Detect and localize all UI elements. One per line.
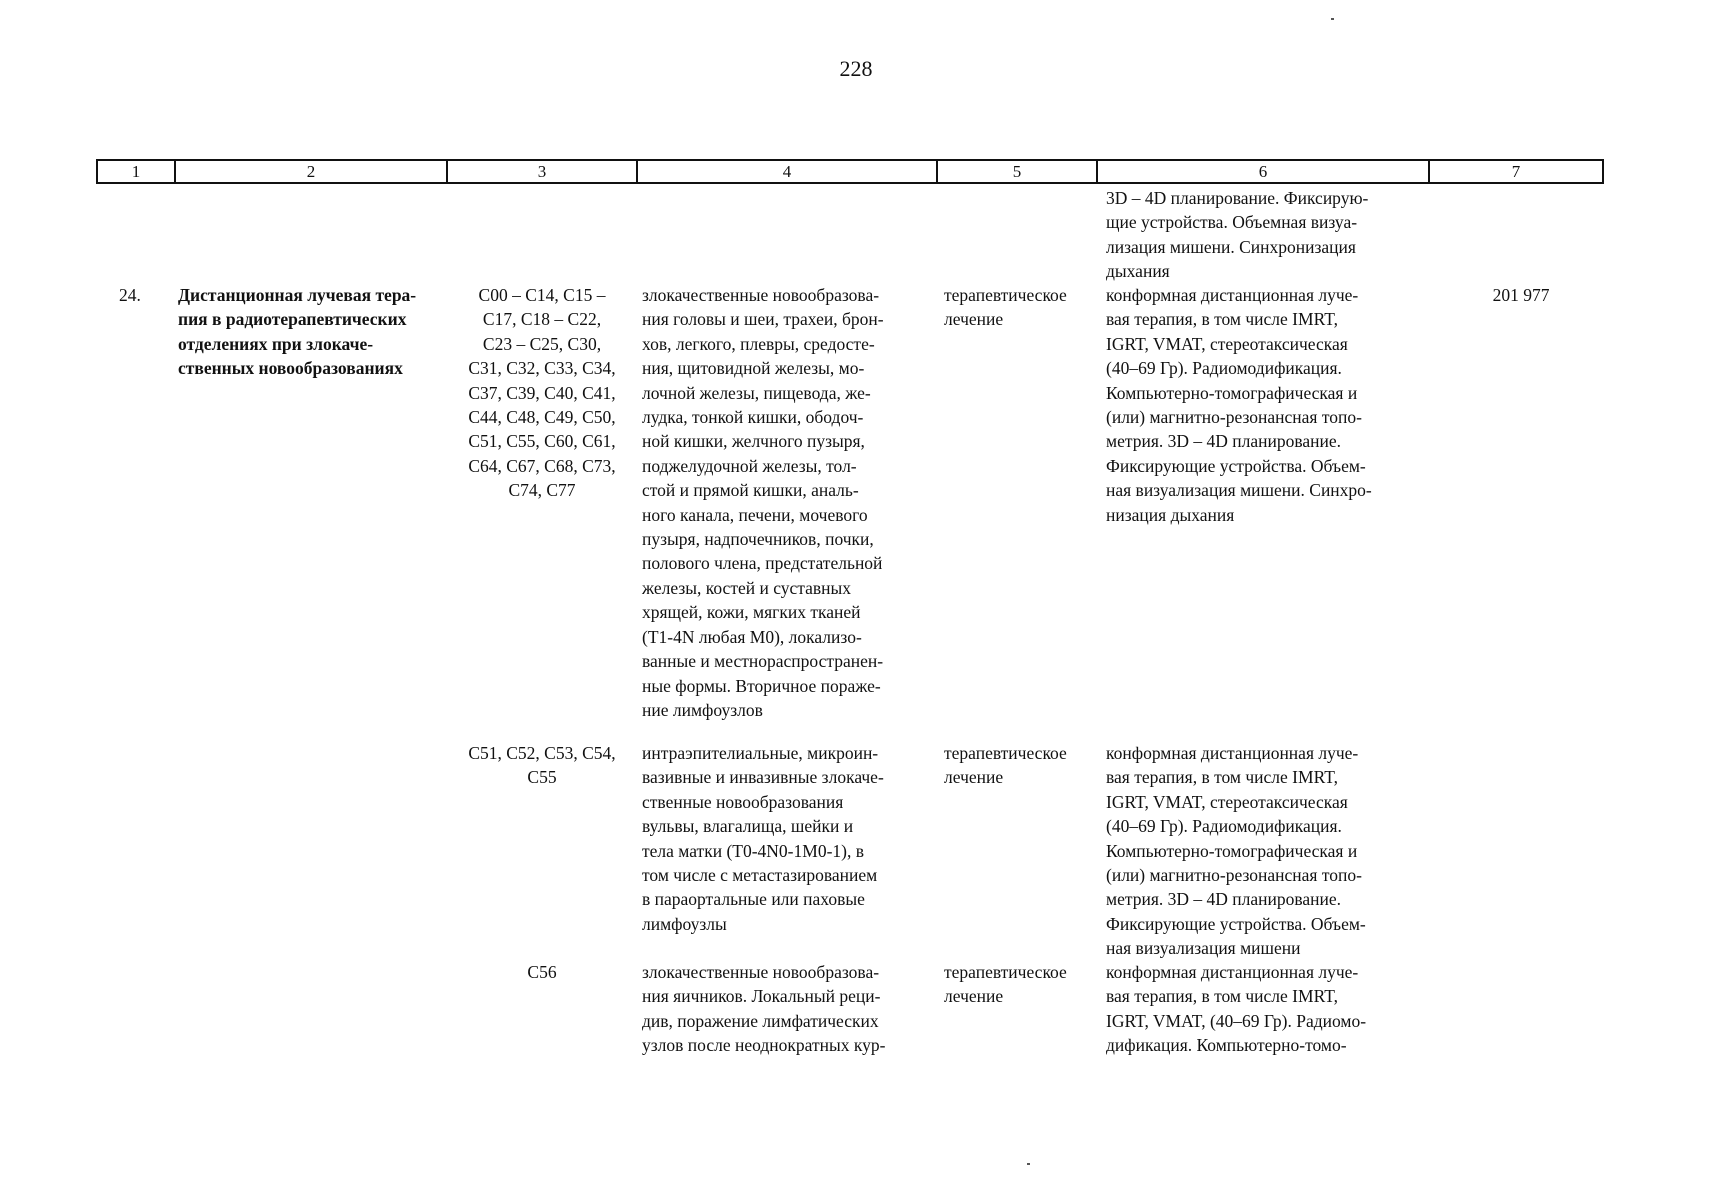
column-header-1: 1 <box>131 162 141 181</box>
icd-codes: С51, С52, С53, С54, С55 <box>468 743 616 788</box>
column-header-4: 4 <box>782 162 792 181</box>
column-header-2: 2 <box>306 162 316 181</box>
column-header-6: 6 <box>1258 162 1268 181</box>
page-number: 228 <box>839 56 873 81</box>
continued-method-text: 3D – 4D планирование. Фиксирую- щие устройства. Объемная визуа- лизация мишени. Синхронизация дыхания <box>1106 188 1369 282</box>
column-header-row <box>96 159 1604 184</box>
icd-codes: С56 <box>527 962 557 982</box>
treatment-type: терапевтическое лечение <box>944 962 1067 1007</box>
treatment-type: терапевтическое лечение <box>944 285 1067 330</box>
treatment-method: конформная дистанционная луче- вая терапия, в том числе IMRT, IGRT, VMAT, стереотаксическая (40–69 Гр). Радиомодификация. Компьютерно-томографическая и (или) магнитно-резонансная топо- метрия. 3D – 4D планирование. Фиксирующие устройства. Объем- ная визуализация мишени. Синхро- низация дыхания <box>1106 285 1372 525</box>
treatment-type: терапевтическое лечение <box>944 743 1067 788</box>
column-header-5: 5 <box>1012 162 1022 181</box>
column-header-3: 3 <box>537 162 547 181</box>
diagnosis-text: интраэпителиальные, микроин- вазивные и инвазивные злокаче- ственные новообразования вульвы, влагалища, шейки и тела матки (T0-4N0-1M0-1), в том числе с метастазированием в параортальные или паховые лимфоузлы <box>642 743 884 934</box>
scan-speck <box>1331 18 1334 20</box>
column-header-7: 7 <box>1511 162 1521 181</box>
icd-codes: С00 – С14, С15 – С17, С18 – С22, С23 – С25, С30, С31, С32, С33, С34, С37, С39, С40, С41, С44, С48, С49, С50, С51, С55, С60, С61, С64, С67, С68, С73, С74, С77 <box>468 285 616 501</box>
treatment-method: конформная дистанционная луче- вая терапия, в том числе IMRT, IGRT, VMAT, стереотаксическая (40–69 Гр). Радиомодификация. Компьютерно-томографическая и (или) магнитно-резонансная топо- метрия. 3D – 4D планирование. Фиксирующие устройства. Объем- ная визуализация мишени <box>1106 743 1366 959</box>
tariff-value: 201 977 <box>1492 285 1550 305</box>
diagnosis-text: злокачественные новообразова- ния яичников. Локальный реци- див, поражение лимфатических узлов после неоднократных кур- <box>642 962 886 1056</box>
scan-speck <box>1027 1163 1030 1165</box>
treatment-method: конформная дистанционная луче- вая терапия, в том числе IMRT, IGRT, VMAT, (40–69 Гр). Радиомо- дификация. Компьютерно-томо- <box>1106 962 1367 1056</box>
care-type-name: Дистанционная лучевая тера- пия в радиотерапевтических отделениях при злокаче- ственных новообразованиях <box>178 285 417 379</box>
row-number: 24. <box>119 285 141 305</box>
diagnosis-text: злокачественные новообразова- ния головы и шеи, трахеи, брон- хов, легкого, плевры, средосте- ния, щитовидной железы, мо- лочной железы, пищевода, же- лудка, тонкой кишки, ободоч- ной кишки, желчного пузыря, поджелудочной железы, тол- стой и прямой кишки, аналь- ного канала, печени, мочевого пузыря, надпочечников, почки, полового члена, предстательной железы, костей и суставных хрящей, кожи, мягких тканей (T1-4N любая M0), локализо- ванные и местнораспространен- ные формы. Вторичное пораже- ние лимфоузлов <box>642 285 884 720</box>
